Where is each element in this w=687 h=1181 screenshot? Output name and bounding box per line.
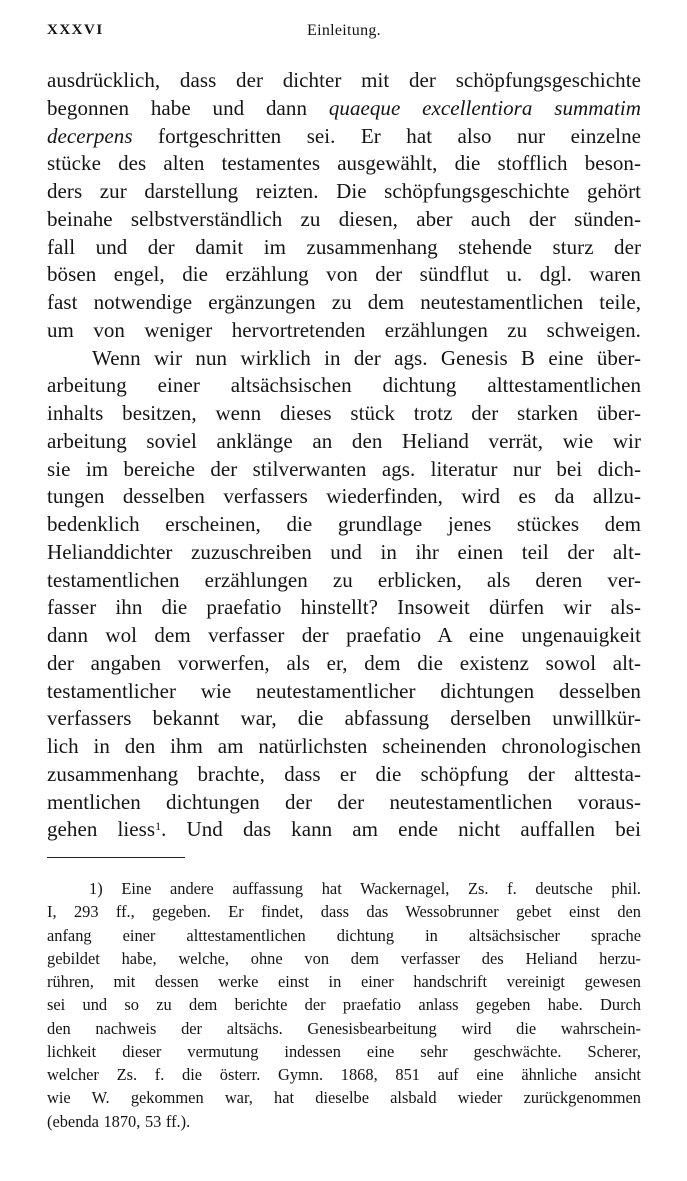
- text-line: [47, 789, 641, 817]
- text-line: [47, 289, 641, 317]
- page-number: XXXVI: [47, 22, 104, 38]
- text-segment: fall und der damit im zusammenhang stehende sturz der: [47, 234, 641, 259]
- text-line: [47, 123, 641, 151]
- footnote-line: [47, 1110, 641, 1133]
- text-line: [47, 261, 641, 289]
- text-segment: anfang einer alttestamentlichen dichtung in altsächsischer sprache: [47, 925, 641, 945]
- text-line: [47, 733, 641, 761]
- text-segment: arbeitung soviel anklänge an den Heliand verrät, wie wir: [47, 428, 641, 453]
- text-segment: gehen liess: [47, 817, 156, 842]
- text-line: [47, 400, 641, 428]
- footnote-line: [47, 1063, 641, 1086]
- text-line: [47, 95, 641, 123]
- italic-text: quaeque excellentiora summatim: [328, 95, 641, 120]
- text-line: [47, 483, 641, 511]
- text-segment: rühren, mit dessen werke einst in einer handschrift vereinigt gewesen: [47, 972, 641, 991]
- text-segment: mentlichen dichtungen der der neutestamentlichen voraus-: [47, 789, 641, 814]
- text-segment: testamentlichen erzählungen zu erblicken, als deren ver-: [47, 567, 641, 592]
- text-line: [47, 234, 641, 262]
- footnote-separator: [47, 857, 185, 858]
- text-line: [47, 456, 641, 484]
- footnote-line: [47, 900, 641, 923]
- text-segment: . Und das kann am ende nicht auffallen bei: [161, 817, 641, 842]
- footnote-line: [47, 1086, 641, 1109]
- text-line: [47, 678, 641, 706]
- text-segment: stücke des alten testamentes ausgewählt, die stofflich beson-: [47, 151, 641, 176]
- text-segment: welcher Zs. f. die österr. Gymn. 1868, 851 auf eine ähnliche ansicht: [47, 1065, 641, 1084]
- footnote-line: [47, 1040, 641, 1063]
- text-line: [47, 150, 641, 178]
- text-segment: bösen engel, die erzählung von der sündflut u. dgl. waren: [47, 262, 641, 287]
- text-segment: Wenn wir nun wirklich in der ags. Genesis B eine über-: [92, 345, 641, 370]
- page-header: [47, 22, 641, 46]
- text-line: [47, 178, 641, 206]
- text-segment: gebildet habe, welche, ohne von dem verfasser des Heliand herzu-: [47, 948, 641, 968]
- text-line: [47, 650, 641, 678]
- text-segment: um von weniger hervortretenden erzählungen zu schweigen.: [47, 317, 641, 342]
- footnote-line: [47, 877, 641, 900]
- main-text: [47, 67, 641, 844]
- text-segment: testamentlicher wie neutestamentlicher dichtungen desselben: [47, 678, 641, 703]
- text-segment: begonnen habe und dann: [47, 95, 329, 120]
- text-line: [47, 761, 641, 789]
- footnote-line: [47, 993, 641, 1016]
- footnotes: [47, 877, 641, 1133]
- text-segment: arbeitung einer altsächsischen dichtung alttestamentlichen: [47, 373, 641, 398]
- text-line: [47, 511, 641, 539]
- text-segment: wie W. gekommen war, hat dieselbe alsbald wieder zurückgenommen: [47, 1088, 641, 1108]
- text-segment: lichkeit dieser vermutung indessen eine sehr geschwächte. Scherer,: [47, 1041, 641, 1061]
- text-line: [47, 594, 641, 622]
- text-segment: lich in den ihm am natürlichsten scheinenden chronologischen: [47, 734, 641, 758]
- text-line: [47, 816, 641, 844]
- text-segment: 1) Eine andere auffassung hat Wackernagel, Zs. f. deutsche phil.: [89, 879, 641, 898]
- text-segment: (ebenda 1870, 53 ff.).: [47, 1111, 191, 1131]
- text-segment: zusammenhang brachte, dass er die schöpfung der alttesta-: [47, 761, 641, 786]
- text-line: [47, 705, 641, 733]
- text-segment: fortgeschritten sei. Er hat also nur einzelne: [132, 123, 641, 148]
- text-segment: sie im bereiche der stilverwanten ags. literatur nur bei dich-: [47, 456, 641, 481]
- text-line: [47, 428, 641, 456]
- footnote-line: [47, 924, 641, 947]
- text-line: [47, 372, 641, 400]
- text-line: [47, 317, 641, 345]
- running-head: Einleitung.: [307, 22, 381, 39]
- text-line: [47, 622, 641, 650]
- text-segment: fast notwendige ergänzungen zu dem neutestamentlichen teile,: [47, 290, 641, 314]
- footnote-line: [47, 947, 641, 970]
- text-segment: ausdrücklich, dass der dichter mit der schöpfungsgeschichte: [47, 68, 641, 92]
- text-line: [47, 539, 641, 567]
- text-segment: beinahe selbstverständlich zu diesen, aber auch der sünden-: [47, 206, 641, 231]
- text-segment: ders zur darstellung reizten. Die schöpfungsgeschichte gehört: [47, 179, 641, 203]
- text-line: [47, 345, 641, 373]
- text-line: [47, 206, 641, 234]
- text-segment: fasser ihn die praefatio hinstellt? Insoweit dürfen wir als-: [47, 595, 641, 620]
- text-segment: inhalts besitzen, wenn dieses stück trotz der starken über-: [47, 401, 641, 425]
- text-segment: verfassers bekannt war, die abfassung derselben unwillkür-: [47, 706, 641, 731]
- text-segment: der angaben vorwerfen, als er, dem die existenz sowol alt-: [47, 650, 641, 675]
- footnote-line: [47, 970, 641, 993]
- text-segment: den nachweis der altsächs. Genesisbearbeitung wird die wahrschein-: [47, 1018, 641, 1038]
- text-segment: bedenklich erscheinen, die grundlage jenes stückes dem: [47, 512, 641, 536]
- footnote-line: [47, 1017, 641, 1040]
- text-line: [47, 67, 641, 95]
- text-segment: I, 293 ff., gegeben. Er findet, dass das Wessobrunner gebet einst den: [47, 902, 641, 922]
- text-line: [47, 567, 641, 595]
- text-segment: sei und so zu dem berichte der praefatio anlass gegeben habe. Durch: [47, 995, 641, 1015]
- footnote-marker: 1: [155, 819, 162, 834]
- text-segment: Helianddichter zuzuschreiben und in ihr einen teil der alt-: [47, 539, 641, 564]
- text-segment: tungen desselben verfassers wiederfinden, wird es da allzu-: [47, 484, 641, 509]
- text-segment: dann wol dem verfasser der praefatio A eine ungenauigkeit: [47, 623, 641, 647]
- italic-text: decerpens: [47, 123, 133, 148]
